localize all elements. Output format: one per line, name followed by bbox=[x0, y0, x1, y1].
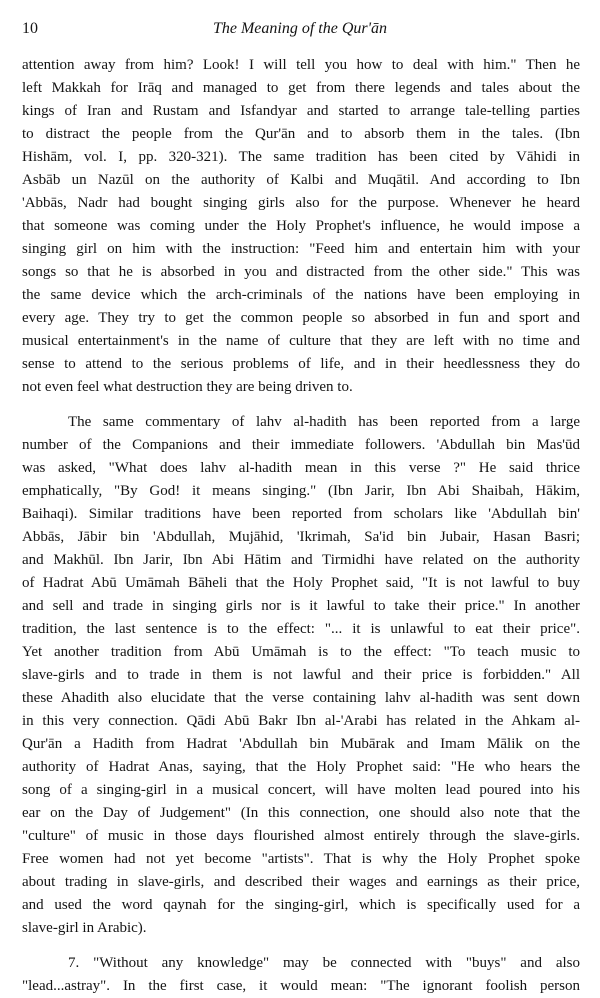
text-line: Abbās, Jābir bin 'Abdullah, Mujāhid, 'Ikrimah, Sa'id bin Jubair, Hasan Basri; bbox=[22, 529, 580, 545]
text-line: Yet another tradition from Abū Umāmah is to the effect: "To teach music to bbox=[22, 644, 580, 660]
text-line: that someone was coming under the Holy Prophet's influence, he would impose a bbox=[22, 218, 580, 234]
text-line: in this very connection. Qādi Abū Bakr Ibn al-'Arabi has related in the Ahkam al- bbox=[22, 713, 580, 729]
text-line: Qur'ān a Hadith from Hadrat 'Abdullah bin Mubārak and Imam Mālik on the bbox=[22, 736, 580, 752]
text-line: and sell and trade in singing girls nor is it lawful to take their price." In another bbox=[22, 598, 580, 614]
text-line: of Hadrat Abū Umāmah Bāheli that the Holy Prophet said, "It is not lawful to buy bbox=[22, 575, 580, 591]
text-line: was asked, "What does lahv al-hadith mean in this verse ?" He said thrice bbox=[22, 460, 580, 476]
text-line: and used the word qaynah for the singing-girl, which is specifically used for a bbox=[22, 897, 580, 913]
text-line: attention away from him? Look! I will tell you how to deal with him." Then he bbox=[22, 57, 580, 73]
text-line: 7. "Without any knowledge" may be connected with "buys" and also bbox=[68, 955, 580, 971]
text-line: kings of Iran and Rustam and Isfandyar and started to arrange tale-telling parties bbox=[22, 103, 580, 119]
text-line: singing girl on him with the instruction: "Feed him and entertain him with your bbox=[22, 241, 580, 257]
text-line: emphatically, "By God! it means singing." (Ibn Jarir, Ibn Abi Shaibah, Hākim, bbox=[22, 483, 580, 499]
text-line: and Makhūl. Ibn Jarir, Ibn Abi Hātim and Tirmidhi have related on the authority bbox=[22, 552, 580, 568]
text-line: "lead...astray". In the first case, it would mean: "The ignorant foolish person bbox=[22, 978, 580, 994]
text-line: about trading in slave-girls, and described their wages and earnings as their price, bbox=[22, 874, 580, 890]
text-line: authority of Hadrat Anas, saying, that the Holy Prophet said: "He who hears the bbox=[22, 759, 580, 775]
text-line: Free women had not yet become "artists". That is why the Holy Prophet spoke bbox=[22, 851, 580, 867]
paragraph bbox=[22, 952, 580, 998]
text-line: musical entertainment's in the name of culture that they are left with no time and bbox=[22, 333, 580, 349]
page-number: 10 bbox=[22, 20, 38, 37]
text-line: Asbāb un Nazūl on the authority of Kalbi and Muqātil. And according to Ibn bbox=[22, 172, 580, 188]
text-line: not even feel what destruction they are being driven to. bbox=[22, 379, 353, 395]
paragraph bbox=[22, 411, 580, 940]
text-line: left Makkah for Irāq and managed to get from there legends and tales about the bbox=[22, 80, 580, 96]
text-line: ear on the Day of Judgement" (In this connection, one should also note that the bbox=[22, 805, 580, 821]
text-line: the same device which the arch-criminals of the nations have been employing in bbox=[22, 287, 580, 303]
text-line: 'Abbās, Nadr had bought singing girls also for the purpose. Whenever he heard bbox=[22, 195, 580, 211]
text-line: slave-girls and to trade in them is not lawful and their price is forbidden." All bbox=[22, 667, 580, 683]
text-line: The same commentary of lahv al-hadith has been reported from a large bbox=[68, 414, 580, 430]
text-line: sense to attend to the serious problems of life, and in their heedlessness they do bbox=[22, 356, 580, 372]
text-line: number of the Companions and their immediate followers. 'Abdullah bin Mas'ūd bbox=[22, 437, 580, 453]
text-line: "culture" of music in those days flourished almost entirely through the slave-girls. bbox=[22, 828, 580, 844]
running-head: The Meaning of the Qur'ān bbox=[212, 20, 388, 37]
text-line: song of a singing-girl in a musical concert, will have molten lead poured into his bbox=[22, 782, 580, 798]
paragraph bbox=[22, 54, 580, 399]
text-line: slave-girl in Arabic). bbox=[22, 920, 147, 936]
text-line: tradition, the last sentence is to the effect: "... it is unlawful to eat their price". bbox=[22, 621, 580, 637]
text-line: songs so that he is absorbed in you and distracted from the other side." This was bbox=[22, 264, 580, 280]
text-line: Hishām, vol. I, pp. 320-321). The same tradition has been cited by Vāhidi in bbox=[22, 149, 580, 165]
body-text bbox=[22, 54, 580, 998]
text-line: to distract the people from the Qur'ān and to absorb them in the tales. (Ibn bbox=[22, 126, 580, 142]
text-line: Baihaqi). Similar traditions have been reported from scholars like 'Abdullah bin' bbox=[22, 506, 580, 522]
text-line: every age. They try to get the common people so absorbed in fun and sport and bbox=[22, 310, 580, 326]
text-line: these Ahadith also elucidate that the verse containing lahv al-hadith was sent down bbox=[22, 690, 580, 706]
